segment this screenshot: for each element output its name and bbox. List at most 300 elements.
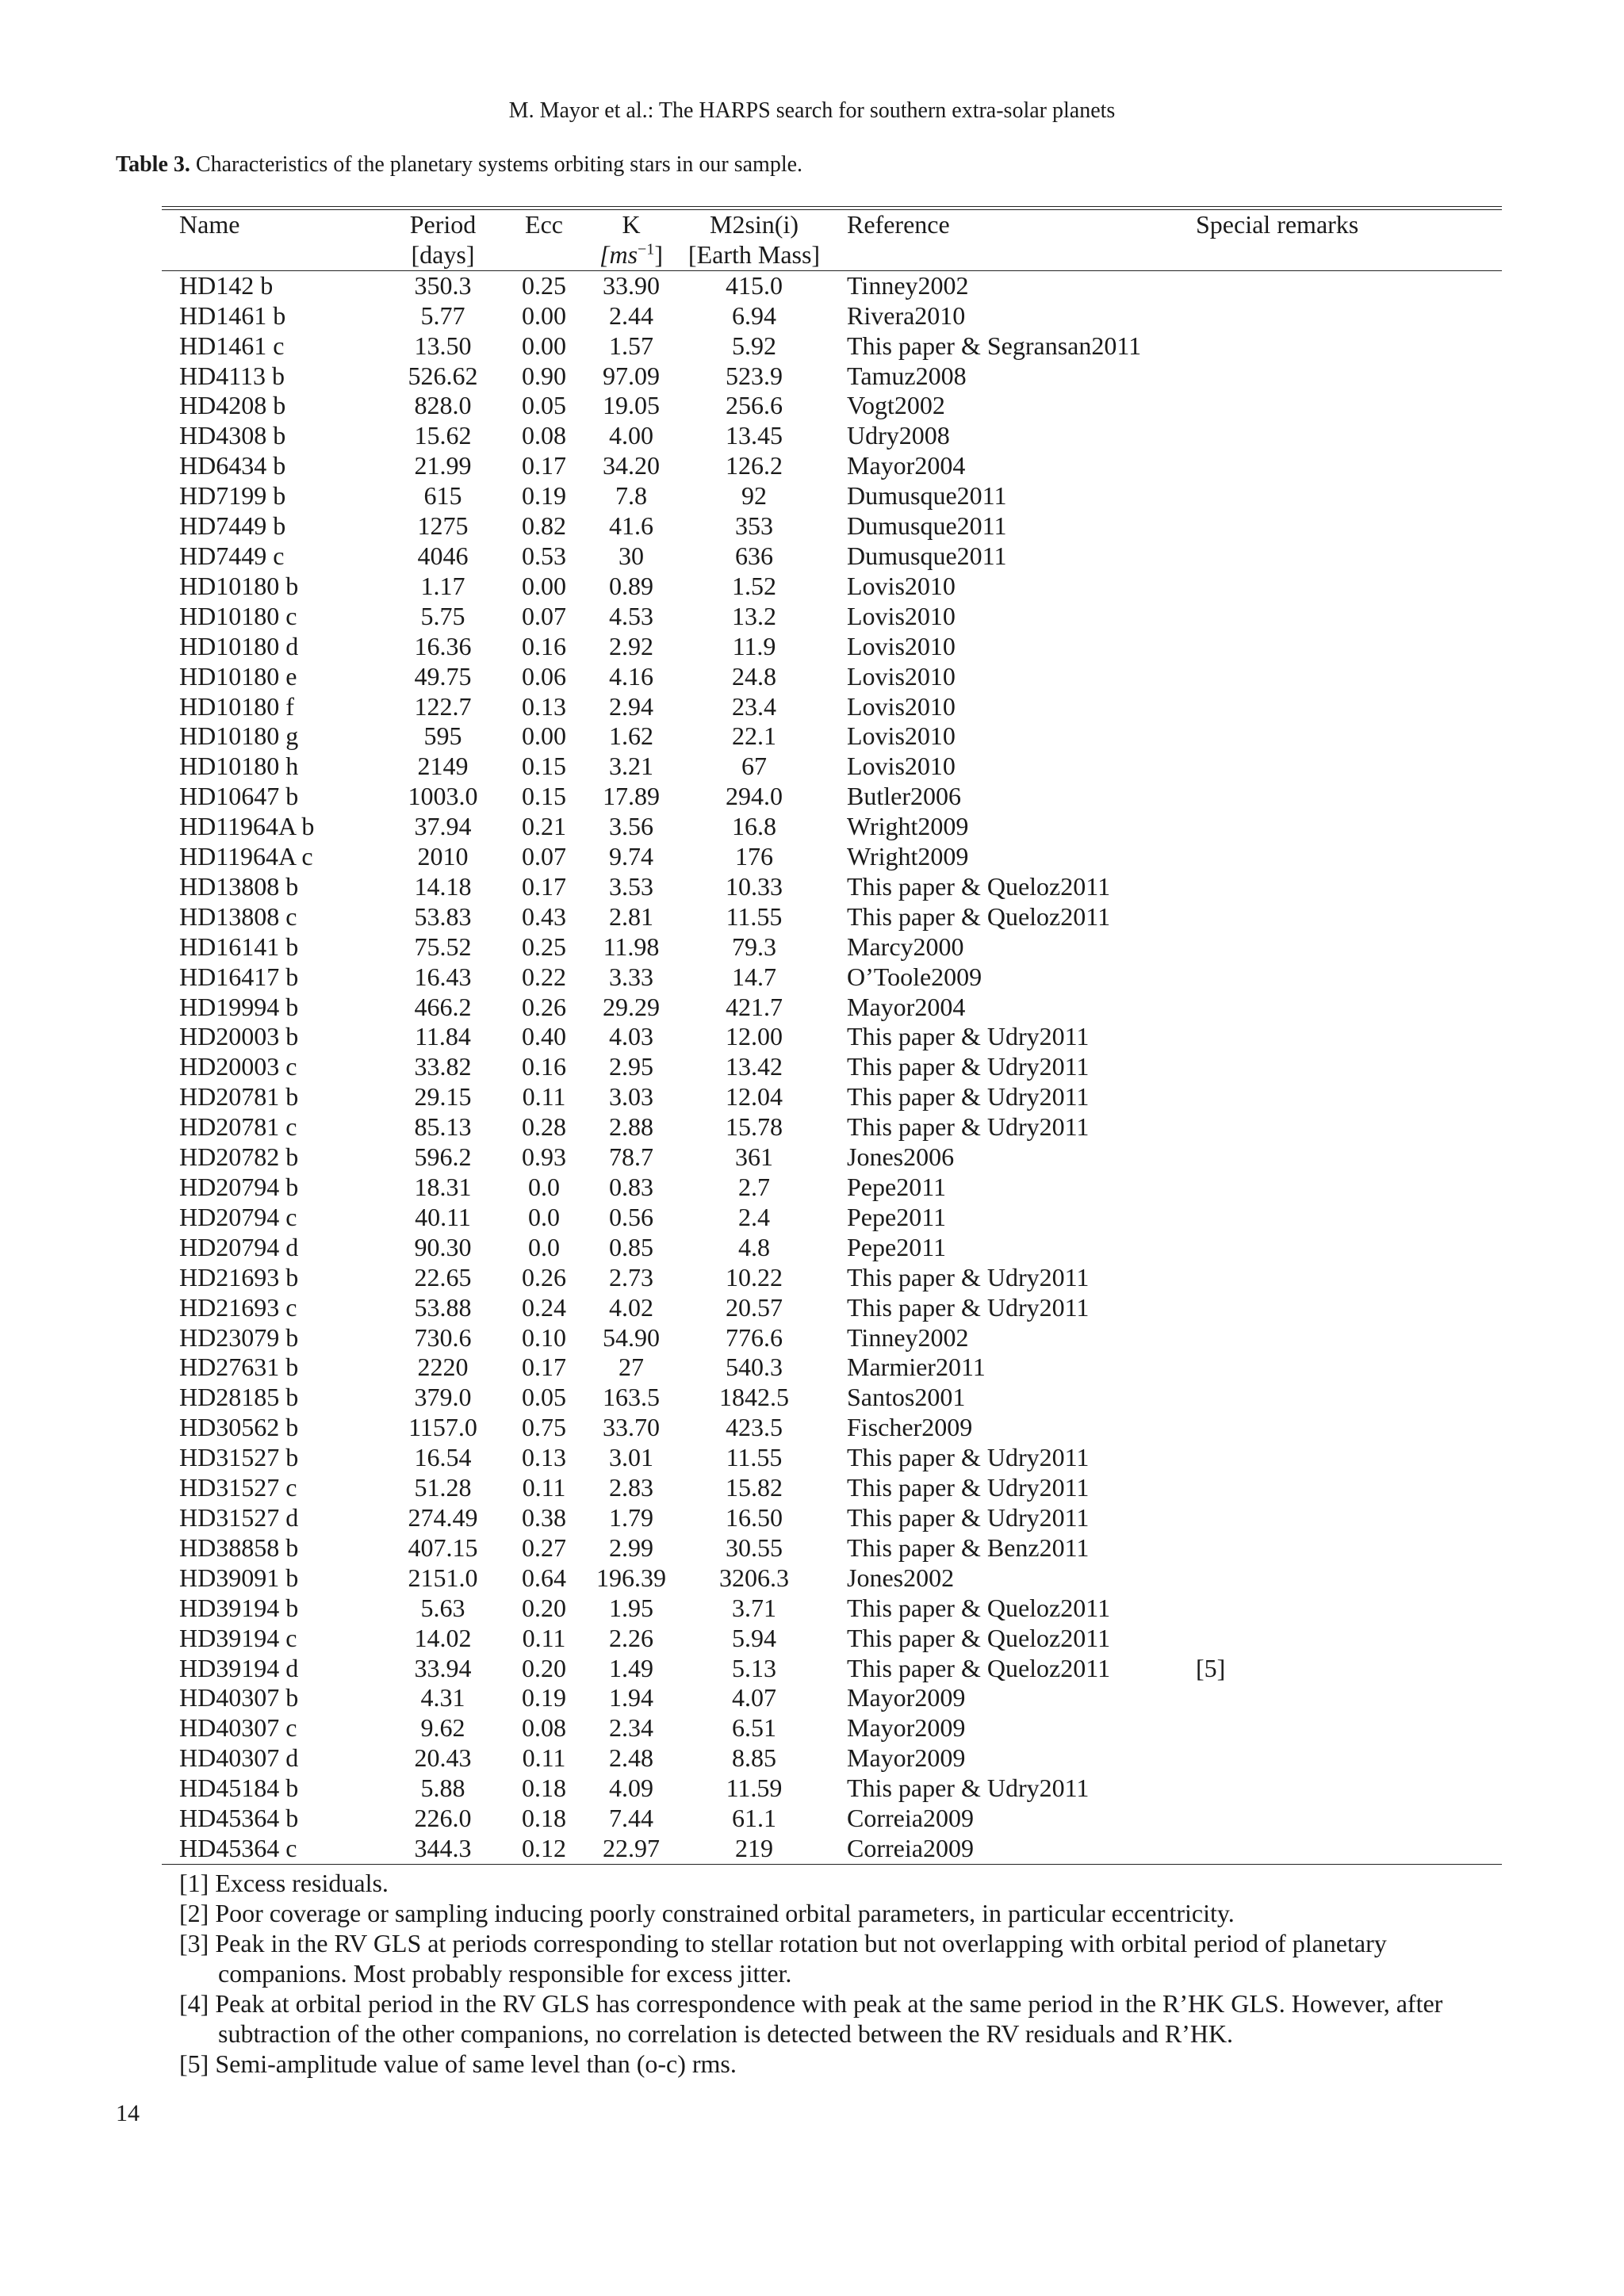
cell-period: 22.65 xyxy=(414,1262,472,1292)
table-row xyxy=(162,1563,1502,1594)
cell-ecc: 0.18 xyxy=(522,1804,566,1833)
table-row xyxy=(162,511,1502,541)
table-notes xyxy=(162,1868,1502,2079)
cell-name: HD20781 c xyxy=(179,1112,297,1142)
cell-name: HD20003 c xyxy=(179,1052,297,1081)
cell-period: 730.6 xyxy=(414,1322,472,1352)
cell-ecc: 0.16 xyxy=(522,631,566,660)
cell-period: 14.02 xyxy=(414,1623,472,1652)
cell-period: 2149 xyxy=(417,752,469,781)
cell-name: HD20781 b xyxy=(179,1082,299,1112)
cell-k: 27 xyxy=(619,1353,644,1382)
cell-reference: This paper & Queloz2011 xyxy=(847,901,1111,931)
cell-k: 17.89 xyxy=(603,782,660,811)
cell-ecc: 0.17 xyxy=(522,451,566,480)
table-row xyxy=(162,421,1502,451)
cell-mass: 5.13 xyxy=(732,1653,776,1682)
cell-k: 163.5 xyxy=(603,1383,660,1412)
cell-mass: 10.22 xyxy=(726,1262,783,1292)
cell-remarks xyxy=(1196,1774,1502,1804)
cell-name: HD10180 b xyxy=(179,571,299,600)
cell-mass: 13.42 xyxy=(726,1052,783,1081)
cell-mass: 219 xyxy=(679,1834,829,1864)
cell-name: HD19994 b xyxy=(179,992,299,1021)
cell-remarks xyxy=(1196,1413,1502,1443)
cell-ecc: 0.64 xyxy=(522,1563,566,1592)
unit-k xyxy=(584,240,679,270)
cell-reference: This paper & Udry2011 xyxy=(847,1473,1090,1502)
cell-remarks xyxy=(1196,932,1502,962)
cell-ecc: 0.13 xyxy=(522,691,566,721)
cell-ecc: 0.17 xyxy=(522,871,566,901)
cell-reference: This paper & Udry2011 xyxy=(847,1443,1090,1472)
cell-remarks xyxy=(1196,541,1502,572)
cell-mass: 13.2 xyxy=(732,601,776,630)
cell-mass: 1842.5 xyxy=(719,1383,789,1412)
cell-remarks xyxy=(1196,872,1502,902)
cell-period: 4.31 xyxy=(420,1683,465,1712)
table-row xyxy=(162,1743,1502,1774)
cell-reference: Mayor2009 xyxy=(847,1743,966,1773)
cell-period: 344.3 xyxy=(381,1834,504,1864)
cell-ecc: 0.20 xyxy=(522,1593,566,1622)
cell-ecc: 0.90 xyxy=(522,361,566,390)
table-row xyxy=(162,270,1502,300)
cell-remarks xyxy=(1196,1052,1502,1082)
cell-ecc: 0.25 xyxy=(522,932,566,961)
cell-period: 85.13 xyxy=(414,1112,472,1142)
cell-k: 1.57 xyxy=(609,331,653,360)
cell-remarks xyxy=(1196,1233,1502,1263)
cell-reference: This paper & Udry2011 xyxy=(847,1082,1090,1112)
cell-ecc: 0.11 xyxy=(522,1082,566,1112)
cell-period: 1.17 xyxy=(420,571,465,600)
cell-k: 4.02 xyxy=(609,1292,653,1322)
header-k: K xyxy=(622,210,641,239)
cell-reference: Jones2002 xyxy=(847,1563,955,1592)
table-row xyxy=(162,1443,1502,1473)
table-row xyxy=(162,301,1502,331)
cell-name: HD21693 c xyxy=(179,1292,297,1322)
cell-remarks xyxy=(1196,902,1502,932)
cell-k: 0.56 xyxy=(609,1202,653,1231)
cell-name: HD39194 c xyxy=(179,1623,297,1652)
cell-period: 16.36 xyxy=(414,631,472,660)
cell-name: HD10647 b xyxy=(179,782,299,811)
cell-name: HD10180 c xyxy=(179,601,297,630)
table-row xyxy=(162,541,1502,572)
cell-name: HD20794 c xyxy=(179,1202,297,1231)
cell-period: 274.49 xyxy=(408,1502,478,1532)
cell-remarks xyxy=(1196,1173,1502,1203)
cell-ecc: 0.00 xyxy=(522,331,566,360)
cell-mass: 353 xyxy=(735,511,773,541)
cell-ecc: 0.20 xyxy=(522,1653,566,1682)
page-number: 14 xyxy=(116,2100,140,2126)
cell-ecc: 0.00 xyxy=(522,571,566,600)
cell-reference: Correia2009 xyxy=(829,1834,1196,1864)
cell-ecc: 0.07 xyxy=(522,601,566,630)
cell-reference: This paper & Queloz2011 xyxy=(847,1593,1111,1622)
cell-reference: This paper & Udry2011 xyxy=(847,1112,1090,1142)
cell-name: HD45184 b xyxy=(179,1774,299,1803)
cell-remarks xyxy=(1196,421,1502,451)
cell-reference: This paper & Queloz2011 xyxy=(847,1623,1111,1652)
table-note: [4] Peak at orbital period in the RV GLS has correspondence with peak at the same period in the R’HK GLS. However, after subtraction of the other companions, no correlation is detected between the RV residuals and R’HK. xyxy=(179,1988,1443,2048)
cell-remarks xyxy=(1196,842,1502,872)
cell-reference: This paper & Segransan2011 xyxy=(847,331,1142,360)
cell-k: 2.44 xyxy=(609,300,653,330)
cell-ecc: 0.11 xyxy=(522,1743,566,1773)
cell-period: 526.62 xyxy=(408,361,478,390)
cell-mass: 20.57 xyxy=(726,1292,783,1322)
cell-mass: 294.0 xyxy=(726,782,783,811)
table-row xyxy=(162,932,1502,962)
table-row xyxy=(162,572,1502,602)
table-row xyxy=(162,902,1502,932)
cell-reference: Lovis2010 xyxy=(847,661,956,691)
cell-ecc: 0.00 xyxy=(522,300,566,330)
cell-mass: 11.9 xyxy=(732,631,776,660)
cell-name: HD1461 c xyxy=(179,331,285,360)
cell-name: HD40307 d xyxy=(179,1743,299,1773)
table-note: [3] Peak in the RV GLS at periods corresponding to stellar rotation but not overlapping with orbital period of planetary companions. Most probably responsible for excess jitter. xyxy=(179,1928,1387,1988)
cell-period: 20.43 xyxy=(414,1743,472,1773)
cell-ecc: 0.0 xyxy=(528,1173,560,1201)
cell-remarks xyxy=(1196,1683,1502,1713)
cell-name: HD31527 d xyxy=(179,1502,299,1532)
cell-ecc: 0.24 xyxy=(522,1292,566,1322)
cell-k: 0.85 xyxy=(609,1232,653,1261)
table-row xyxy=(162,331,1502,362)
cell-k: 4.03 xyxy=(609,1022,653,1051)
cell-period: 2220 xyxy=(417,1353,469,1382)
cell-period: 13.50 xyxy=(414,331,472,360)
cell-ecc: 0.26 xyxy=(522,992,566,1021)
cell-mass: 126.2 xyxy=(726,451,783,480)
cell-period: 2151.0 xyxy=(408,1563,478,1592)
cell-ecc: 0.06 xyxy=(522,661,566,691)
cell-remarks xyxy=(1196,362,1502,392)
cell-reference: This paper & Benz2011 xyxy=(847,1533,1090,1562)
cell-period: 21.99 xyxy=(414,451,472,480)
cell-remarks xyxy=(1196,572,1502,602)
cell-ecc: 0.27 xyxy=(522,1533,566,1562)
planet-table-container xyxy=(162,206,1502,2079)
cell-name: HD40307 b xyxy=(179,1683,299,1712)
cell-mass: 540.3 xyxy=(726,1353,783,1382)
cell-name: HD10180 d xyxy=(179,631,299,660)
cell-reference: Marcy2000 xyxy=(847,932,964,961)
cell-period: 9.62 xyxy=(420,1713,465,1743)
cell-remarks xyxy=(1196,993,1502,1023)
cell-ecc: 0.07 xyxy=(522,842,566,871)
cell-ecc: 0.16 xyxy=(522,1052,566,1081)
cell-name: HD39194 b xyxy=(179,1593,299,1622)
cell-period: 5.75 xyxy=(420,601,465,630)
cell-reference: This paper & Queloz2011 xyxy=(847,1653,1111,1682)
cell-mass: 3.71 xyxy=(732,1593,776,1622)
cell-mass: 6.94 xyxy=(732,300,776,330)
cell-k: 54.90 xyxy=(603,1322,660,1352)
cell-period: 4046 xyxy=(417,541,469,570)
cell-remarks xyxy=(1196,451,1502,481)
cell-mass: 11.55 xyxy=(726,901,783,931)
header-reference: Reference xyxy=(847,210,950,239)
cell-reference: Tinney2002 xyxy=(847,1322,969,1352)
unit-remarks xyxy=(1196,240,1502,270)
table-row xyxy=(162,1082,1502,1112)
cell-k: 2.94 xyxy=(609,691,653,721)
table-row xyxy=(162,1594,1502,1624)
cell-k: 1.79 xyxy=(609,1502,653,1532)
cell-name: HD10180 f xyxy=(179,691,294,721)
cell-remarks xyxy=(1196,602,1502,632)
unit-name xyxy=(162,240,381,270)
cell-reference: This paper & Udry2011 xyxy=(847,1262,1090,1292)
table-row xyxy=(162,872,1502,902)
cell-k: 0.83 xyxy=(609,1173,653,1201)
cell-k: 3.56 xyxy=(609,812,653,841)
cell-name: HD4308 b xyxy=(179,421,286,450)
cell-k: 2.34 xyxy=(609,1713,653,1743)
cell-mass: 421.7 xyxy=(726,992,783,1021)
table-note: [2] Poor coverage or sampling inducing poorly constrained orbital parameters, in particular eccentricity. xyxy=(179,1898,1235,1927)
table-row xyxy=(162,1263,1502,1293)
cell-k: 33.90 xyxy=(603,270,660,300)
cell-k: 4.00 xyxy=(609,421,653,450)
cell-name: HD39194 d xyxy=(179,1653,299,1682)
cell-name: HD31527 c xyxy=(179,1473,297,1502)
cell-name: HD45364 b xyxy=(179,1804,299,1833)
cell-ecc: 0.08 xyxy=(522,421,566,450)
table-header-row xyxy=(162,210,1502,240)
cell-name: HD20794 b xyxy=(179,1173,299,1201)
cell-period: 33.82 xyxy=(414,1052,472,1081)
cell-mass: 12.04 xyxy=(726,1082,783,1112)
cell-remarks xyxy=(1196,1142,1502,1173)
cell-name: HD7199 b xyxy=(179,481,286,511)
cell-mass: 13.45 xyxy=(726,421,783,450)
unit-reference xyxy=(829,240,1196,270)
cell-period: 33.94 xyxy=(414,1653,472,1682)
cell-k: 41.6 xyxy=(609,511,653,541)
cell-ecc: 0.18 xyxy=(522,1774,566,1803)
cell-k: 97.09 xyxy=(603,361,660,390)
cell-ecc: 0.38 xyxy=(522,1502,566,1532)
cell-reference: Vogt2002 xyxy=(847,391,945,420)
cell-k: 2.92 xyxy=(609,631,653,660)
cell-k: 0.89 xyxy=(609,571,653,600)
cell-reference: Santos2001 xyxy=(847,1383,966,1412)
cell-reference: Mayor2009 xyxy=(847,1713,966,1743)
cell-name: HD1461 b xyxy=(179,300,286,330)
cell-k: 2.99 xyxy=(609,1533,653,1562)
cell-reference: Correia2009 xyxy=(847,1804,974,1833)
cell-remarks xyxy=(1196,962,1502,993)
cell-mass: 176 xyxy=(735,842,773,871)
cell-remarks xyxy=(1196,1594,1502,1624)
cell-mass: 67 xyxy=(741,752,767,781)
table-row xyxy=(162,1834,1502,1864)
table-row xyxy=(162,812,1502,842)
cell-period: 2010 xyxy=(417,842,469,871)
cell-remarks xyxy=(1196,812,1502,842)
cell-mass: 256.6 xyxy=(726,391,783,420)
cell-period: 18.31 xyxy=(414,1173,472,1201)
table-row xyxy=(162,1203,1502,1233)
cell-period: 1157.0 xyxy=(408,1413,477,1442)
table-note: [1] Excess residuals. xyxy=(179,1868,389,1897)
cell-mass: 2.7 xyxy=(738,1173,770,1201)
cell-period: 53.88 xyxy=(414,1292,472,1322)
table-caption xyxy=(116,151,1511,179)
table-row xyxy=(162,1383,1502,1413)
cell-ecc: 0.0 xyxy=(528,1202,560,1231)
planet-table xyxy=(162,210,1502,1865)
cell-name: HD23079 b xyxy=(179,1322,299,1352)
cell-mass: 24.8 xyxy=(732,661,776,691)
cell-k: 7.8 xyxy=(615,481,647,511)
cell-remarks xyxy=(1196,1624,1502,1654)
cell-name: HD10180 e xyxy=(179,661,297,691)
unit-period: [days] xyxy=(381,240,504,270)
cell-name: HD10180 h xyxy=(179,752,299,781)
table-row xyxy=(162,1654,1502,1684)
table-row xyxy=(162,1624,1502,1654)
table-row xyxy=(162,842,1502,872)
cell-mass: 523.9 xyxy=(726,361,783,390)
cell-mass: 22.1 xyxy=(732,721,776,751)
cell-remarks xyxy=(1196,301,1502,331)
table-row xyxy=(162,1713,1502,1743)
cell-reference: Mayor2004 xyxy=(847,451,966,480)
cell-name: HD4113 b xyxy=(179,361,285,390)
cell-k: 4.53 xyxy=(609,601,653,630)
cell-name: HD38858 b xyxy=(179,1533,299,1562)
cell-reference: This paper & Udry2011 xyxy=(847,1052,1090,1081)
cell-remarks xyxy=(1196,1263,1502,1293)
cell-remarks xyxy=(1196,391,1502,421)
cell-reference: Lovis2010 xyxy=(847,721,956,751)
cell-mass: 8.85 xyxy=(732,1743,776,1773)
table-units-row xyxy=(162,240,1502,270)
cell-mass: 776.6 xyxy=(726,1322,783,1352)
cell-name: HD45364 c xyxy=(162,1834,381,1864)
cell-mass: 10.33 xyxy=(726,871,783,901)
table-row xyxy=(162,362,1502,392)
cell-name: HD4208 b xyxy=(179,391,286,420)
cell-k: 2.95 xyxy=(609,1052,653,1081)
cell-ecc: 0.19 xyxy=(522,481,566,511)
table-row xyxy=(162,782,1502,812)
cell-remarks xyxy=(1196,721,1502,752)
table-row xyxy=(162,1173,1502,1203)
cell-reference: Rivera2010 xyxy=(847,300,966,330)
cell-name: HD20003 b xyxy=(179,1022,299,1051)
cell-k: 2.83 xyxy=(609,1473,653,1502)
cell-period: 350.3 xyxy=(414,270,472,300)
cell-k: 2.81 xyxy=(609,901,653,931)
cell-mass: 14.7 xyxy=(732,962,776,991)
cell-ecc: 0.0 xyxy=(528,1232,560,1261)
table-row xyxy=(162,1533,1502,1563)
cell-name: HD142 b xyxy=(179,270,274,300)
cell-name: HD6434 b xyxy=(179,451,286,480)
cell-period: 16.54 xyxy=(414,1443,472,1472)
cell-remarks xyxy=(1196,1323,1502,1353)
cell-remarks xyxy=(1196,511,1502,541)
cell-k: 3.01 xyxy=(609,1443,653,1472)
cell-mass: 92 xyxy=(741,481,767,511)
cell-k: 34.20 xyxy=(603,451,660,480)
cell-period: 11.84 xyxy=(415,1022,471,1051)
table-row xyxy=(162,632,1502,662)
cell-period: 595 xyxy=(423,721,462,751)
table-caption-label: Table 3. xyxy=(116,152,190,177)
table-row xyxy=(162,962,1502,993)
cell-reference: Pepe2011 xyxy=(847,1202,947,1231)
cell-reference: O’Toole2009 xyxy=(847,962,982,991)
cell-remarks xyxy=(1196,692,1502,722)
cell-reference: Tinney2002 xyxy=(847,270,969,300)
cell-remarks xyxy=(1196,1293,1502,1323)
cell-period: 226.0 xyxy=(414,1804,472,1833)
cell-name: HD7449 c xyxy=(179,541,285,570)
cell-reference: Jones2006 xyxy=(847,1142,955,1172)
cell-k: 1.95 xyxy=(609,1593,653,1622)
cell-period: 29.15 xyxy=(414,1082,472,1112)
cell-name: HD20782 b xyxy=(179,1142,299,1172)
cell-period: 1275 xyxy=(417,511,469,541)
cell-reference: Dumusque2011 xyxy=(847,541,1007,570)
cell-reference: Fischer2009 xyxy=(847,1413,973,1442)
cell-k: 2.73 xyxy=(609,1262,653,1292)
cell-period: 466.2 xyxy=(414,992,472,1021)
cell-remarks xyxy=(1196,1533,1502,1563)
cell-mass: 636 xyxy=(735,541,773,570)
cell-remarks xyxy=(1196,1503,1502,1533)
cell-ecc: 0.12 xyxy=(504,1834,584,1864)
cell-remarks xyxy=(1196,1713,1502,1743)
cell-k: 1.62 xyxy=(609,721,653,751)
cell-period: 49.75 xyxy=(414,661,472,691)
table-row xyxy=(162,662,1502,692)
cell-mass: 5.92 xyxy=(732,331,776,360)
cell-k: 19.05 xyxy=(603,391,660,420)
cell-mass: 11.59 xyxy=(726,1774,783,1803)
cell-reference: Lovis2010 xyxy=(847,752,956,781)
cell-k: 11.98 xyxy=(603,932,660,961)
cell-ecc: 0.25 xyxy=(522,270,566,300)
cell-mass: 15.82 xyxy=(726,1473,783,1502)
cell-remarks xyxy=(1196,752,1502,782)
table-row xyxy=(162,1413,1502,1443)
table-row xyxy=(162,1683,1502,1713)
cell-name: HD28185 b xyxy=(179,1383,299,1412)
cell-ecc: 0.11 xyxy=(522,1623,566,1652)
cell-period: 1003.0 xyxy=(408,782,478,811)
cell-ecc: 0.21 xyxy=(522,812,566,841)
cell-period: 5.77 xyxy=(420,300,465,330)
cell-ecc: 0.17 xyxy=(522,1353,566,1382)
header-mass: M2sin(i) xyxy=(710,210,799,239)
table-caption-text: Characteristics of the planetary systems orbiting stars in our sample. xyxy=(195,152,803,177)
cell-k: 1.94 xyxy=(609,1683,653,1712)
cell-remarks xyxy=(1196,481,1502,511)
cell-remarks xyxy=(1196,1082,1502,1112)
cell-reference: Udry2008 xyxy=(847,421,950,450)
